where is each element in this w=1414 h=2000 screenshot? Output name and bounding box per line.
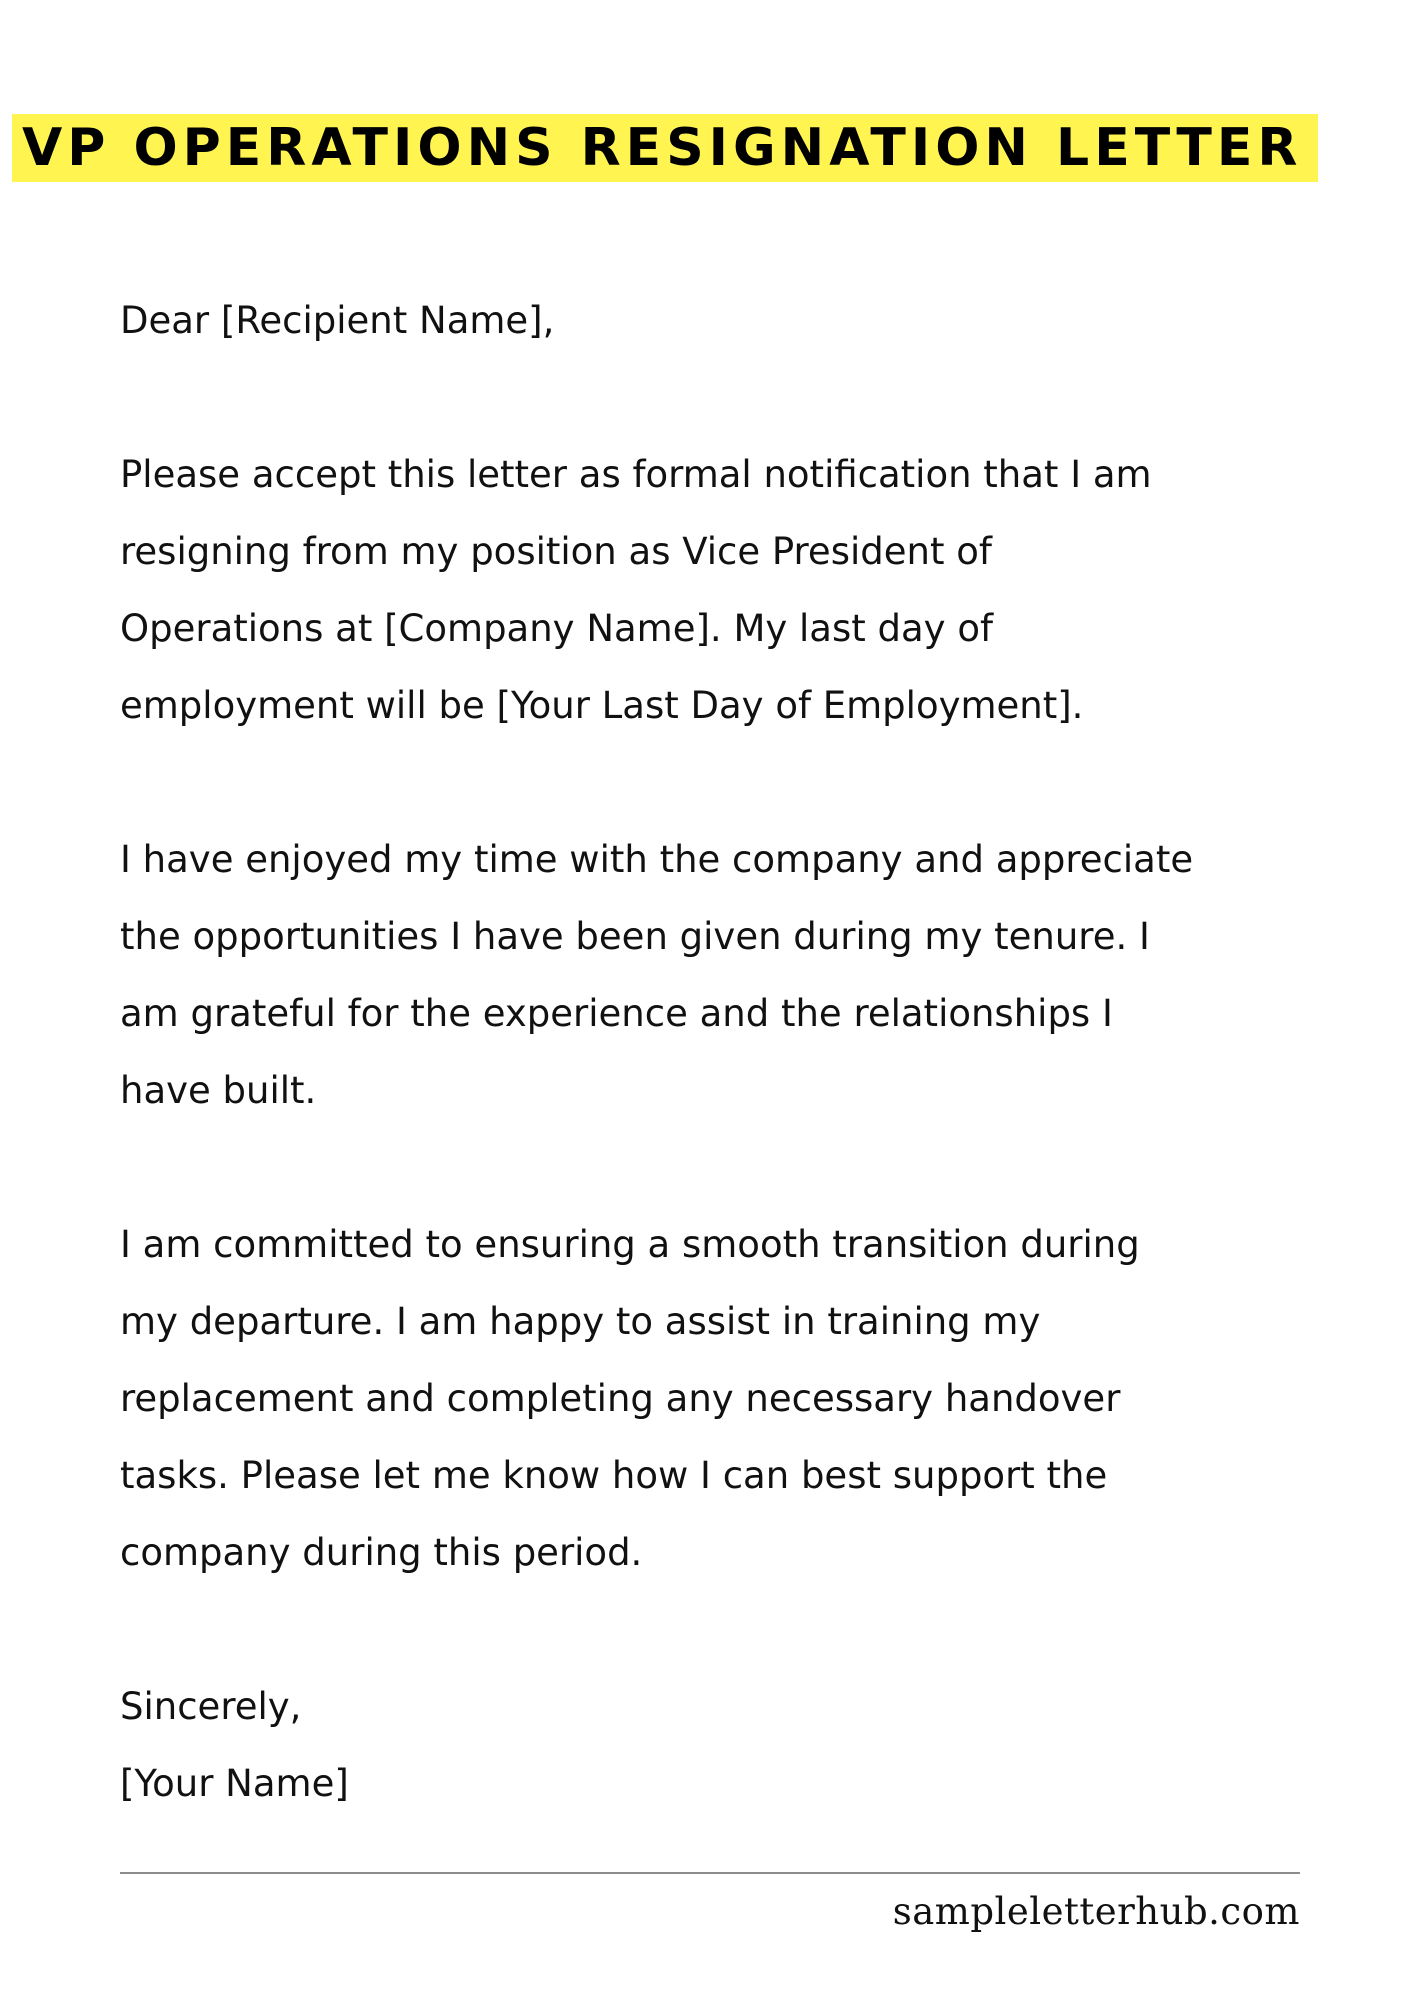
paragraph-gap — [120, 359, 1360, 436]
signature: [Your Name] — [120, 1762, 349, 1805]
paragraph-line: tasks. Please let me know how I can best support the — [120, 1454, 1108, 1497]
paragraph-appreciation — [120, 821, 1360, 1129]
paragraph-line: my departure. I am happy to assist in training my — [120, 1300, 1041, 1343]
salutation: Dear [Recipient Name], — [120, 299, 555, 342]
paragraph-line: Operations at [Company Name]. My last day of — [120, 607, 994, 650]
paragraph-gap — [120, 1591, 1360, 1668]
paragraph-line: replacement and completing any necessary handover — [120, 1377, 1121, 1420]
paragraph-transition — [120, 1206, 1360, 1591]
paragraph-line: Please accept this letter as formal notification that I am — [120, 453, 1152, 496]
paragraph-line: am grateful for the experience and the relationships I — [120, 992, 1113, 1035]
paragraph-notification — [120, 436, 1360, 744]
paragraph-gap — [120, 744, 1360, 821]
paragraph-line: I have enjoyed my time with the company and appreciate — [120, 838, 1194, 881]
paragraph-line: resigning from my position as Vice President of — [120, 530, 992, 573]
paragraph-line: company during this period. — [120, 1531, 643, 1574]
paragraph-line: I am committed to ensuring a smooth transition during — [120, 1223, 1140, 1266]
paragraph-line: have built. — [120, 1069, 317, 1112]
closing: Sincerely, — [120, 1685, 302, 1728]
page-title: VP OPERATIONS RESIGNATION LETTER — [12, 114, 1318, 182]
paragraph-line: employment will be [Your Last Day of Employment]. — [120, 684, 1084, 727]
paragraph-line: the opportunities I have been given during my tenure. I — [120, 915, 1150, 958]
footer-divider — [120, 1872, 1300, 1874]
footer-website: sampleletterhub.com — [892, 1890, 1300, 1933]
paragraph-gap — [120, 1129, 1360, 1206]
letter-body — [120, 282, 1360, 1822]
